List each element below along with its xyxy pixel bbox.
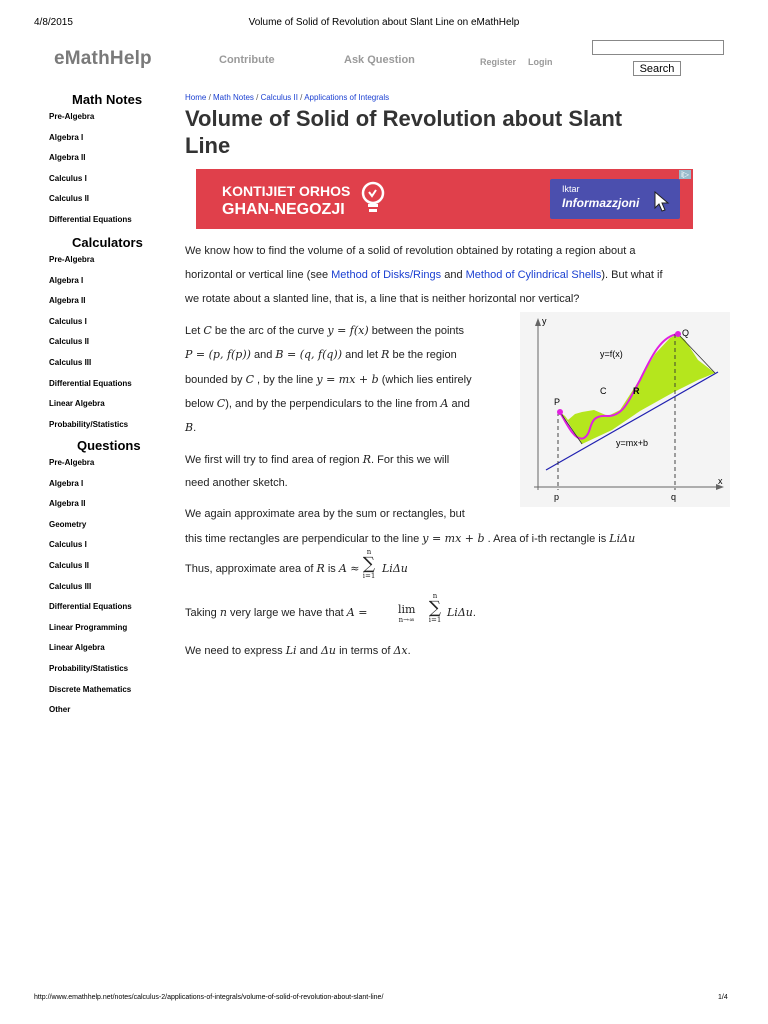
summation <box>428 592 442 624</box>
math-sum-term: LiΔu <box>447 606 473 619</box>
sidebar-item-questions[interactable]: Linear Algebra <box>49 643 105 653</box>
label-Q: Q <box>682 328 690 338</box>
sidebar-item-questions[interactable]: Differential Equations <box>49 602 132 612</box>
sidebar-item-calculators[interactable]: Calculus II <box>49 337 90 347</box>
sidebar-item-math-notes[interactable]: Algebra II <box>49 153 86 163</box>
sidebar-heading-calculators: Calculators <box>72 235 143 250</box>
text: between the points <box>368 325 465 337</box>
text: and let <box>342 349 382 361</box>
breadcrumb-separator: / <box>206 93 214 102</box>
sidebar-item-questions[interactable]: Linear Programming <box>49 622 128 632</box>
adchoices-icon[interactable]: i▷ <box>681 170 689 179</box>
text: in terms of <box>336 645 394 657</box>
math-line: y = mx + b <box>422 532 485 545</box>
sum-upper: n <box>366 548 372 556</box>
lightbulb-icon <box>360 179 388 219</box>
sidebar-item-math-notes[interactable]: Calculus II <box>49 194 90 204</box>
label-y: y <box>542 316 547 326</box>
nav-login[interactable]: Login <box>528 57 553 67</box>
ad-cta-button[interactable] <box>550 179 680 219</box>
text: (which lies entirely <box>378 374 472 386</box>
math-LiDu: LiΔu <box>609 532 636 545</box>
page-title-line-2: Line <box>185 133 231 158</box>
print-doc-title: Volume of Solid of Revolution about Slant Line on eMathHelp <box>248 17 520 28</box>
sidebar-item-calculators[interactable]: Calculus III <box>49 358 92 367</box>
nav-ask-question[interactable]: Ask Question <box>344 54 415 66</box>
intro-text: ). But what if <box>601 269 663 281</box>
limit <box>398 604 415 624</box>
para-line-4 <box>185 397 470 410</box>
search-button[interactable]: Search <box>633 61 681 76</box>
point-Q <box>675 331 681 337</box>
page-title-line-1: Volume of Solid of Revolution about Slant <box>185 106 623 131</box>
para-line-2 <box>185 348 457 361</box>
para-line-5 <box>185 421 196 434</box>
sidebar-item-questions[interactable]: Pre-Algebra <box>49 458 95 467</box>
breadcrumb-home[interactable]: Home <box>185 93 207 102</box>
sidebar-item-questions[interactable]: Calculus II <box>49 561 90 570</box>
para-line-7: need another sketch. <box>185 477 288 489</box>
para-line-1 <box>185 324 464 337</box>
text: We need to express <box>185 645 286 657</box>
sidebar-item-questions[interactable]: Calculus III <box>49 581 92 591</box>
sidebar-item-math-notes[interactable]: Pre-Algebra <box>49 112 95 121</box>
label-x: x <box>718 476 723 486</box>
sidebar-item-math-notes[interactable]: Calculus I <box>49 173 87 183</box>
breadcrumb-applications[interactable]: Applications of Integrals <box>304 93 390 102</box>
text: . For this we will <box>371 454 450 466</box>
sidebar-item-math-notes[interactable]: Differential Equations <box>49 215 132 224</box>
intro-line-3: we rotate about a slanted line, that is, a line that is neither horizontal nor vertical? <box>185 293 580 305</box>
text: . <box>193 422 197 434</box>
sum-upper: n <box>432 592 438 600</box>
ad-headline-2: GHAN-NEGOZJI <box>222 201 345 218</box>
para-line-8: We again approximate area by the sum or rectangles, but <box>185 508 465 520</box>
sidebar-item-math-notes[interactable]: Algebra I <box>49 132 84 142</box>
sidebar-item-questions[interactable]: Algebra I <box>49 478 84 488</box>
text: very large we have that <box>226 607 347 619</box>
text: , by the line <box>253 374 317 386</box>
text: Let <box>185 325 204 337</box>
sum-lower: i=1 <box>362 572 376 580</box>
slant-line-figure <box>520 312 730 507</box>
text: We first will try to find area of region <box>185 454 363 466</box>
point-P <box>557 409 563 415</box>
math-P-point: P = (p, f(p)) <box>185 348 251 361</box>
breadcrumb-separator: / <box>253 93 261 102</box>
text: bounded by <box>185 374 246 386</box>
sidebar-item-questions[interactable]: Calculus I <box>49 540 87 550</box>
math-line: y = mx + b <box>316 373 379 386</box>
lim-subscript: n→∞ <box>398 616 415 624</box>
summation <box>362 548 376 580</box>
text: . <box>472 607 476 619</box>
sidebar-heading-math-notes: Math Notes <box>72 92 143 107</box>
ad-cta-label: Informazzjoni <box>562 196 640 210</box>
print-footer-url: http://www.emathhelp.net/notes/calculus-2/applications-of-integrals/volume-of-solid-of-revolution-about-slant-line/ <box>34 994 384 1001</box>
para-line-11 <box>185 606 367 619</box>
ad-cta-small: Iktar <box>562 184 580 194</box>
sidebar-item-questions[interactable]: Probability/Statistics <box>49 664 129 673</box>
breadcrumb <box>185 93 389 102</box>
text: ), and by the perpendiculars to the line from <box>225 398 441 410</box>
math-R: R <box>381 348 390 361</box>
math-Li: Li <box>285 644 297 657</box>
math-limit-term <box>447 606 476 619</box>
lim-word: lim <box>398 603 416 616</box>
para-line-12 <box>185 644 411 657</box>
text: be the region <box>389 349 457 361</box>
label-p: p <box>554 492 560 502</box>
math-C: C <box>245 373 254 386</box>
math-B-point: B = (q, f(q)) <box>275 348 343 361</box>
math-Du: Δu <box>320 644 337 657</box>
intro-text: horizontal or vertical line (see <box>185 269 332 281</box>
breadcrumb-calculus-ii[interactable]: Calculus II <box>260 93 298 102</box>
nav-contribute[interactable]: Contribute <box>219 54 275 66</box>
text: and <box>250 349 276 361</box>
sidebar-item-calculators[interactable]: Algebra I <box>49 275 84 285</box>
text: is <box>324 563 339 575</box>
sidebar-item-calculators[interactable]: Linear Algebra <box>49 399 105 409</box>
intro-line-2 <box>185 269 663 281</box>
page-title <box>185 105 725 159</box>
cursor-arrow-icon <box>654 191 670 213</box>
intro-line-1: We know how to find the volume of a solid of revolution obtained by rotating a region about a <box>185 245 636 257</box>
math-R: R <box>316 562 325 575</box>
sidebar-item-calculators[interactable]: Calculus I <box>49 316 87 326</box>
ad-headline-1: KONTIJIET ORHOS <box>222 183 351 199</box>
nav-register[interactable]: Register <box>480 57 517 67</box>
sidebar-item-calculators[interactable]: Pre-Algebra <box>49 255 95 264</box>
site-logo[interactable]: eMathHelp <box>54 48 152 69</box>
sum-lower: i=1 <box>428 616 442 624</box>
para-line-3 <box>185 373 472 386</box>
text: this time rectangles are perpendicular to the line <box>185 533 423 545</box>
math-B: B <box>185 421 194 434</box>
label-R: R <box>633 386 640 396</box>
sidebar-item-questions[interactable]: Other <box>49 705 71 715</box>
print-date: 4/8/2015 <box>34 17 73 28</box>
sidebar-item-questions[interactable]: Geometry <box>49 519 87 529</box>
label-line: y=mx+b <box>616 438 649 448</box>
para-line-10 <box>185 562 360 575</box>
breadcrumb-separator: / <box>297 93 305 102</box>
search-input[interactable] <box>592 40 724 55</box>
text: and <box>296 645 321 657</box>
text: Thus, approximate area of <box>185 563 317 575</box>
text: below <box>185 398 217 410</box>
math-C: C <box>216 397 226 410</box>
math-n: n <box>219 606 227 619</box>
sidebar-item-calculators[interactable]: Differential Equations <box>49 378 132 388</box>
breadcrumb-math-notes[interactable]: Math Notes <box>213 93 254 102</box>
ad-banner[interactable] <box>196 169 693 229</box>
math-y-fx: y = f(x) <box>327 324 369 337</box>
sum-sign: ∑ <box>428 598 442 618</box>
label-fx: y=f(x) <box>600 349 623 359</box>
text: and <box>448 398 470 410</box>
para-line-6 <box>185 453 449 466</box>
math-A: A <box>440 397 449 410</box>
sidebar-heading-questions: Questions <box>77 438 141 453</box>
sidebar-item-questions[interactable]: Discrete Mathematics <box>49 684 132 694</box>
math-Dx: Δx <box>393 644 408 657</box>
sidebar-item-questions[interactable]: Algebra II <box>49 499 86 509</box>
label-P: P <box>554 397 561 407</box>
math-R: R <box>362 453 371 466</box>
sidebar-item-calculators[interactable]: Algebra II <box>49 296 86 306</box>
sum-sign: ∑ <box>362 554 376 574</box>
link-method-of-disks[interactable]: Method of Disks/Rings <box>331 269 442 281</box>
text: Taking <box>185 607 220 619</box>
math-A-eq: A = <box>346 606 368 619</box>
text: be the arc of the curve <box>211 325 328 337</box>
math-sum-term: LiΔu <box>382 562 408 575</box>
text: . <box>407 645 411 657</box>
para-line-9 <box>185 532 635 545</box>
label-q: q <box>671 492 677 502</box>
print-footer-page: 1/4 <box>718 994 728 1001</box>
math-C: C <box>203 324 212 337</box>
label-C: C <box>600 386 607 396</box>
math-approx: A ≈ <box>338 562 360 575</box>
text: . Area of i-th rectangle is <box>484 533 610 545</box>
link-method-of-shells[interactable]: Method of Cylindrical Shells <box>465 269 602 281</box>
sidebar-item-calculators[interactable]: Probability/Statistics <box>49 419 129 429</box>
intro-text: and <box>441 269 466 281</box>
